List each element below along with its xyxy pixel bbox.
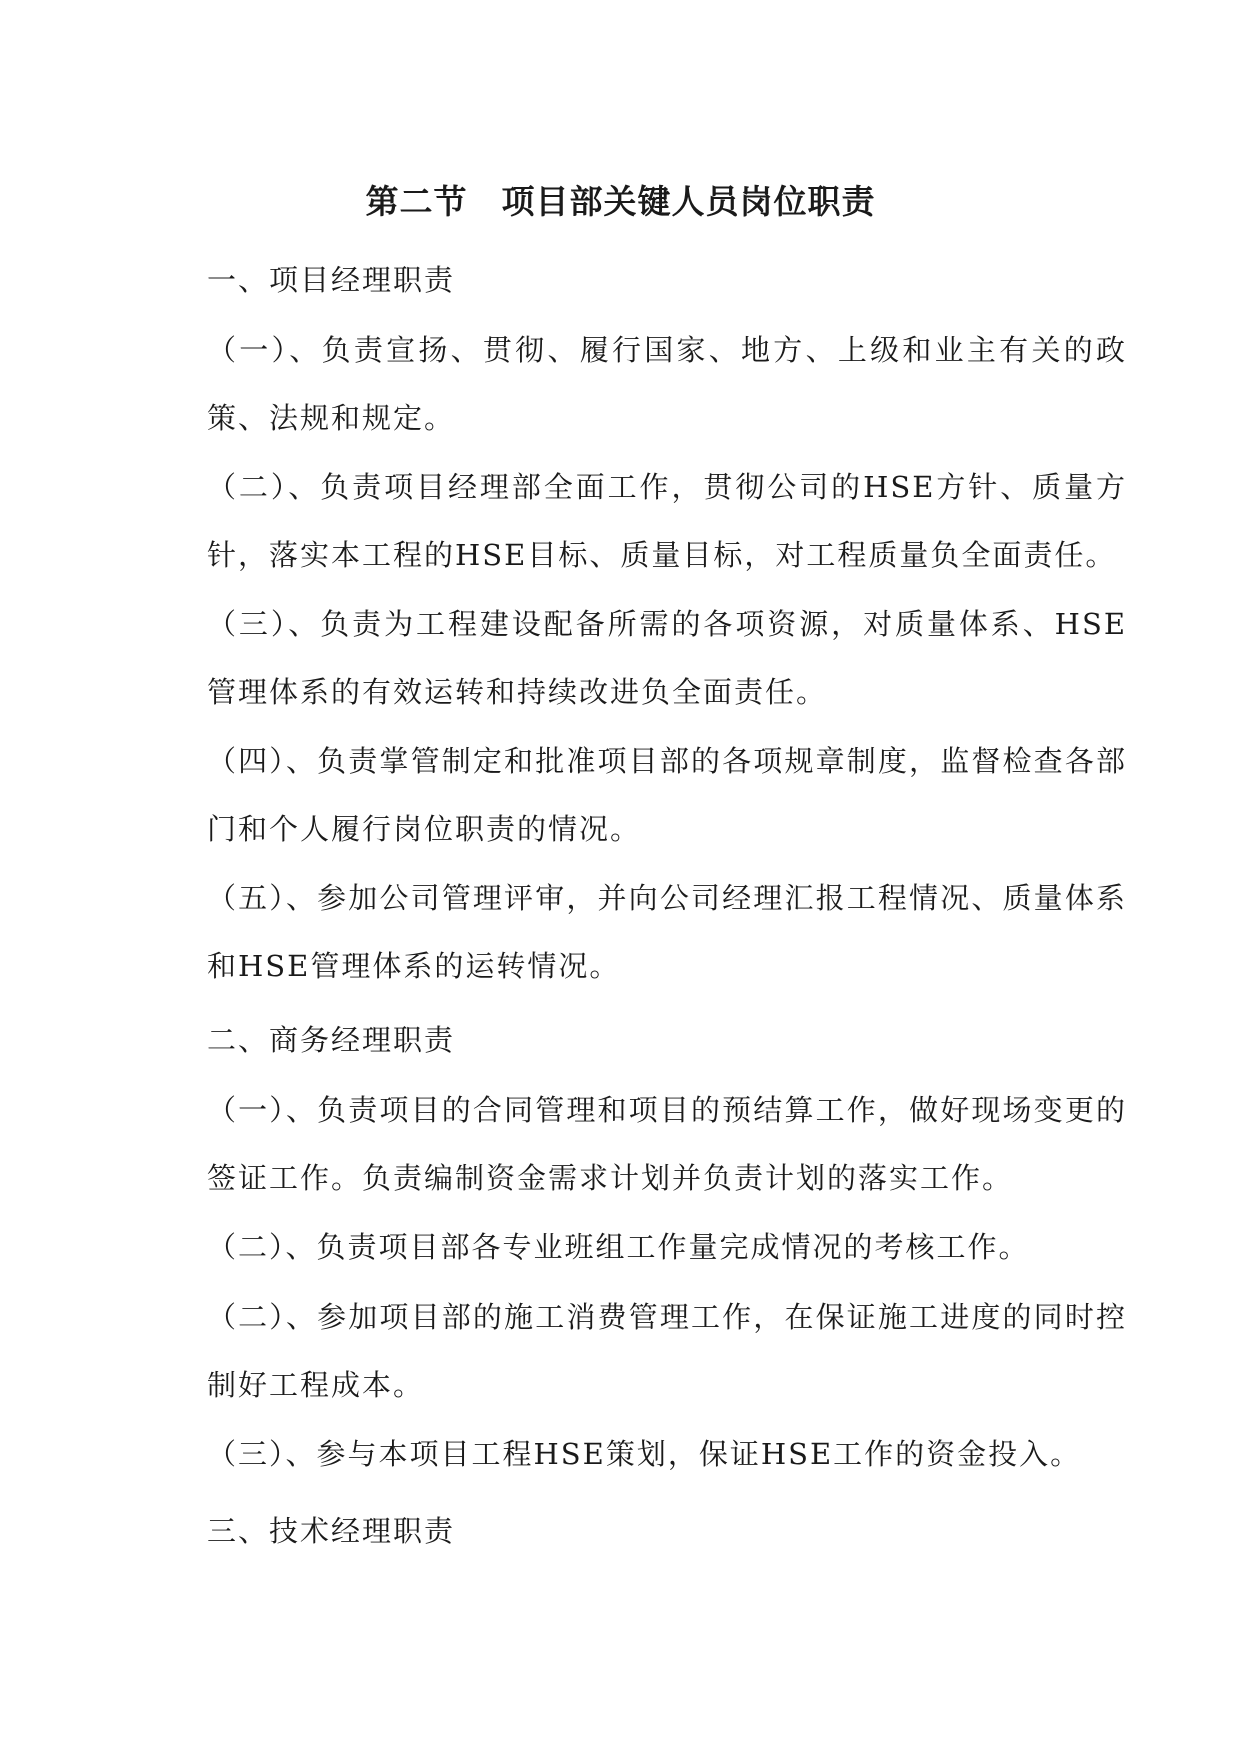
paragraph-pm-2: （二）、负责项目经理部全面工作，贯彻公司的HSE方针、质量方针，落实本工程的HSE目标、质量目标，对工程质量负全面责任。: [207, 470, 1127, 572]
paragraph-pm-4: （四）、负责掌管制定和批准项目部的各项规章制度，监督检查各部门和个人履行岗位职责的情况。: [207, 744, 1127, 846]
paragraph-bm-4: （三）、参与本项目工程HSE策划，保证HSE工作的资金投入。: [207, 1437, 1082, 1471]
paragraph-pm-3: （三）、负责为工程建设配备所需的各项资源，对质量体系、HSE管理体系的有效运转和持续改进负全面责任。: [207, 607, 1127, 709]
paragraph-bm-3: （二）、参加项目部的施工消费管理工作，在保证施工进度的同时控制好工程成本。: [207, 1300, 1127, 1402]
paragraph-bm-2: （二）、负责项目部各专业班组工作量完成情况的考核工作。: [207, 1230, 1030, 1264]
paragraph-pm-5: （五）、参加公司管理评审，并向公司经理汇报工程情况、质量体系和HSE管理体系的运转情况。: [207, 881, 1127, 983]
section-heading-technical-manager: 三、技术经理职责: [207, 1514, 456, 1548]
page-title: 第二节 项目部关键人员岗位职责: [365, 182, 876, 221]
paragraph-bm-1: （一）、负责项目的合同管理和项目的预结算工作，做好现场变更的签证工作。负责编制资金需求计划并负责计划的落实工作。: [207, 1093, 1127, 1195]
section-heading-project-manager: 一、项目经理职责: [207, 263, 456, 297]
section-heading-business-manager: 二、商务经理职责: [207, 1023, 456, 1057]
paragraph-pm-1: （一）、负责宣扬、贯彻、履行国家、地方、上级和业主有关的政策、法规和规定。: [207, 333, 1127, 435]
